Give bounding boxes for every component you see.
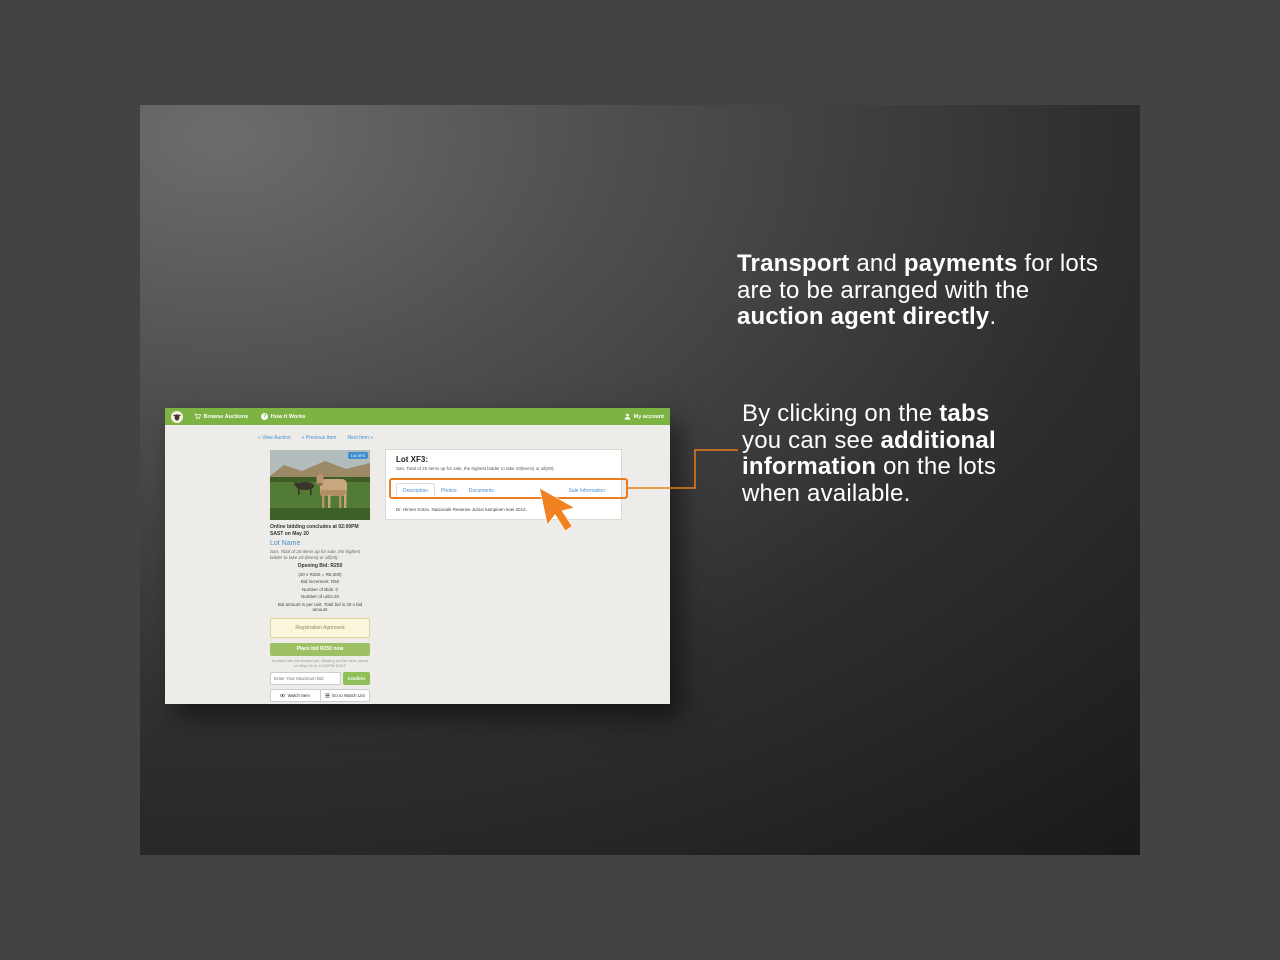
callout-line [742,401,996,428]
callout-line [742,481,996,508]
cart-icon [194,413,201,420]
list-icon [325,693,330,698]
slide-background [140,105,1140,855]
tab-description[interactable]: Description [396,483,435,498]
max-bid-input[interactable] [270,672,341,685]
brand-logo-icon[interactable] [171,411,183,423]
callout-text: on the lots [876,453,997,480]
opening-bid: Opening Bid: R250 [297,563,343,569]
lot-badge: Lot XF3 [348,452,368,459]
breadcrumb [258,435,373,441]
callout-bold: auction agent directly [737,303,990,330]
confirm-button[interactable]: Confirm [343,672,370,685]
watch-item-button[interactable] [270,689,320,702]
lot-summary-card [270,450,370,702]
callout-line [737,304,1098,331]
lot-title: Lot XF3: [396,455,428,464]
callout-text: . [989,303,997,330]
tab-documents[interactable]: Documents [468,487,494,494]
callout-transport-payments [737,251,1098,331]
callout-text: when available. [742,479,911,507]
max-bid-row [270,672,370,685]
nav-how-it-works[interactable] [261,413,305,420]
callout-line [737,278,1098,305]
bid-calculation: (20 x R250 = R5,000) [298,571,342,577]
lot-tab-content: Dr. Hinner Kotze. Nasionale Reserwe Junior kampioen koei 2014. [396,507,527,512]
cow-logo-icon [172,412,182,422]
callout-bold: additional [880,426,996,454]
top-navbar [165,408,670,425]
registration-status-badge: Registration Approved [270,618,370,638]
nav-browse-label: Browse Auctions [203,413,249,420]
tab-photos[interactable]: Photos [441,487,457,494]
nav-browse-auctions[interactable] [194,413,248,420]
place-bid-button[interactable]: Place bid R250 now [270,643,370,656]
user-icon [624,413,631,420]
callout-line [742,454,996,481]
nav-how-label: How it Works [270,413,306,420]
bid-increment: Bid increment: R50 [300,579,340,584]
callout-line [742,428,996,455]
callout-bold: payments [903,250,1018,277]
link-previous-item[interactable]: « Previous Item [301,435,337,441]
link-view-auction[interactable]: « View Auction [258,435,291,441]
callout-bold: Transport [737,250,850,277]
annotation-connector-line [620,445,745,495]
callout-text: By clicking on the [742,400,940,427]
bid-note: Bid amount is per unit. Total bid is 20 x bid amount [277,601,363,612]
callout-bold: tabs [939,400,990,427]
lot-name-link[interactable]: Lot Name [270,540,301,547]
watch-icon [280,693,285,698]
watch-list-label: Go to Watch List [331,693,365,698]
callout-text: and [849,250,904,277]
question-icon: ? [263,413,267,420]
watch-buttons-row [270,689,370,702]
browser-screenshot [165,408,670,704]
callout-line [737,251,1098,278]
lot-subtitle: San. Total of 20 items up for sale, the highest bidder to take 10(items) or all(20). [396,466,555,471]
number-of-units: Number of units:20 [300,594,340,599]
callout-tabs-info [742,401,996,507]
callout-text: for lots [1017,250,1099,277]
lot-description: San. Total of 20 items up for sale, the highest bidder to take 10 (items) or all(20). [270,549,361,560]
tab-highlight-box [389,478,628,499]
nav-account-label: My account [633,413,664,420]
bidding-closes-text: Online bidding concludes at 02:00PM SAST on May 20 [270,524,359,537]
watch-item-label: Watch Item [287,693,311,698]
bid-stats [270,564,370,612]
link-next-item[interactable]: Next Item » [347,435,374,441]
callout-text: you can see [742,426,881,454]
nav-my-account[interactable] [624,413,664,420]
lot-photo[interactable] [270,450,370,520]
callout-text: are to be arranged with the [737,276,1030,304]
callout-bold: information [742,453,877,480]
auction-not-started-note: Auction has not started yet. Bidding on this item opens on May 16 at 12:00PM SAST [271,658,369,668]
cow-photo-image [270,450,370,520]
go-to-watch-list-button[interactable] [320,689,371,702]
tab-sale-information[interactable]: Sale Information [568,487,605,494]
number-of-bids: Number of Bids: 0 [301,586,338,592]
